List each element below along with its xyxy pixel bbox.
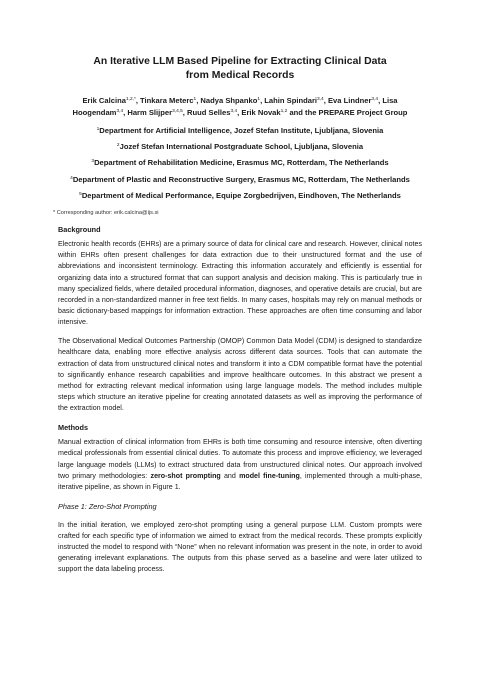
affiliation: $^5$Department of Medical Performance, Equipe Zorgbedrijven, Eindhoven, The Netherlands (79, 190, 401, 200)
title-line-1: An Iterative LLM Based Pipeline for Extracting Clinical Data (93, 56, 387, 67)
affiliation: $^3$Department of Rehabilitation Medicine, Erasmus MC, Rotterdam, The Netherlands (91, 158, 389, 168)
section-heading-background: Background (58, 225, 101, 234)
background-paragraph-2: The Observational Medical Outcomes Partnership (OMOP) Common Data Model (CDM) is designed to standardize healthcare data, enabling more effective analysis across different data sources. Tools that can automate the extraction of data from unstructured clinical notes and transform it into a CDM compatible format have the potential to significantly enhance research capabilities and improve healthcare outcomes. In this abstract we present a method for extracting relevant medical information using large language models. The method includes multiple steps which structure an iterative pipeline for creating annotated datasets as well as improving the performance of the extraction model. (58, 337, 422, 413)
affiliation: $^1$Department for Artificial Intelligence, Jozef Stefan Institute, Ljubljana, Slovenia (96, 126, 384, 135)
author: Lisa (382, 96, 398, 105)
author: Lahin Spindari$^{3,4}$, (264, 96, 328, 105)
affiliation: $^4$Department of Plastic and Reconstructive Surgery, Erasmus MC, Rotterdam, The Netherlands (70, 174, 410, 184)
affiliation: $^2$Jozef Stefan International Postgraduate School, Ljubljana, Slovenia (116, 142, 364, 152)
keyword-zero-shot: zero-shot prompting (150, 471, 221, 480)
paper-title (40, 55, 440, 82)
author: Harm Slijper$^{3,4,5}$, (127, 107, 187, 117)
title-line-2: from Medical Records (185, 69, 295, 81)
subsection-heading-phase-1: Phase 1: Zero-Shot Prompting (58, 501, 157, 511)
keyword-fine-tuning: model fine-tuning (239, 471, 300, 480)
authors-group: and the PREPARE Project Group (289, 107, 408, 117)
author: Nadya Shpanko$^1$, (200, 96, 265, 105)
affiliation-list (30, 126, 450, 207)
author: Erik Calcina$^{1,2,*}$, (82, 96, 141, 105)
author-list (44, 95, 436, 118)
phase1-paragraph: In the initial iteration, we employed zero-shot prompting using a general purpose LLM. Custom prompts were crafted for each specific type of information we aimed to extract from the medical records. These prompts explicitly instructed the model to respond with “None” when no relevant information was present in the note, in order to avoid generating irrelevant explanations. The outputs from this phase served as a baseline and were later utilized to support the data labeling process. (58, 520, 422, 574)
methods-paragraph-1: Manual extraction of clinical information from EHRs is both time consuming and resource intensive, often diverting medical professionals from essential clinical duties. To automate this process and improve efficiency, we leveraged large language models (LLMs) to extract structured data from unstructured clinical notes. Our approach involved two primary methodologies: zero-shot prompting and model fine-tuning, implemented through a multi-phase, iterative pipeline, as shown in Figure 1. (58, 438, 422, 492)
background-paragraph-1: Electronic health records (EHRs) are a primary source of data for clinical care and research. However, clinical notes within EHRs often present challenges for data extraction due to their unstructured format and the use of abbreviations and inconsistent terminology. Extracting this information accurately and efficiently is essential for organizing data into a structured format that can support analysis and decision making. This is particularly true in many specialized fields, where detailed procedural information, diagnoses, and operative details are crucial, but are recorded in a non-standardized manner in free text fields. In many cases, hospitals may rely on manual methods or basic dictionary-based mappings for information extraction. These approaches are often time consuming and labor intensive. (58, 240, 422, 327)
author: Ruud Selles$^{3,4}$, (187, 107, 242, 117)
corresponding-author-note: * Corresponding author: erik.calcina@ijs.si (53, 210, 159, 216)
author: Erik Novak$^{1,2}$ (241, 107, 288, 117)
author: Eva Lindner$^{3,4}$, (327, 96, 383, 105)
author: Hoogendam$^{3,4}$, (72, 107, 128, 117)
abstract-body (58, 224, 422, 583)
section-heading-methods: Methods (58, 423, 88, 433)
author: Tinkara Meterc$^1$, (140, 96, 201, 105)
